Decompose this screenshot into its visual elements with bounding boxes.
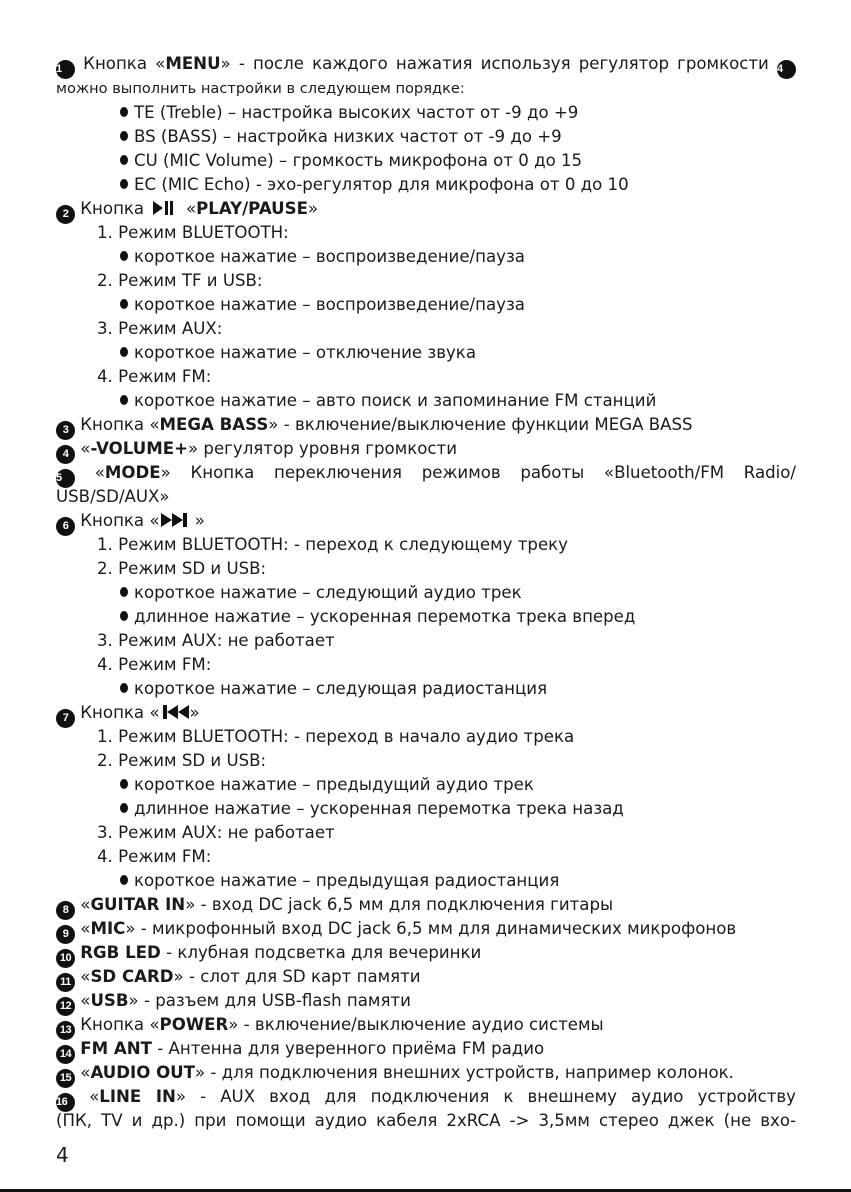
bullet-icon: [120, 251, 128, 261]
button-name: -VOLUME+: [90, 439, 188, 458]
bullet-item: BS (BASS) – настройка низких частот от -9 до +9: [120, 125, 562, 149]
bullet-item: EC (MIC Echo) - эхо-регулятор для микрофона от 0 до 10: [120, 173, 629, 197]
button-name: MEGA BASS: [159, 415, 269, 434]
item-mega-bass: 3 Кнопка «MEGA BASS» - включение/выключение функции MEGA BASS: [56, 413, 693, 437]
bullet-icon: [120, 179, 128, 189]
item-power: 13 Кнопка «POWER» - включение/выключение аудио системы: [56, 1013, 604, 1037]
bullet-item: короткое нажатие – воспроизведение/пауза: [120, 245, 525, 269]
number-badge: 16: [56, 1093, 75, 1112]
bullet-item: короткое нажатие – отключение звука: [120, 341, 476, 365]
button-name: PLAY/PAUSE: [196, 199, 308, 218]
button-name: MENU: [165, 54, 221, 73]
bullet-icon: [120, 107, 128, 117]
number-badge: 11: [56, 973, 75, 992]
number-badge: 13: [56, 1021, 75, 1040]
text-line: можно выполнить настройки в следующем порядке:: [56, 80, 465, 97]
item-play-pause: 2 Кнопка «PLAY/PAUSE»: [56, 197, 318, 221]
bullet-icon: [120, 395, 128, 405]
bullet-item: короткое нажатие – следующая радиостанция: [120, 677, 547, 701]
number-badge: 3: [56, 421, 75, 440]
bullet-icon: [120, 299, 128, 309]
previous-track-icon: [160, 704, 190, 720]
item-volume: 4 «-VOLUME+» регулятор уровня громкости: [56, 437, 457, 461]
item-rgb-led: 10 RGB LED - клубная подсветка для вечеринки: [56, 941, 481, 965]
bullet-item: короткое нажатие – следующий аудио трек: [120, 581, 522, 605]
bullet-icon: [120, 803, 128, 813]
bullet-item: короткое нажатие – предыдущий аудио трек: [120, 773, 534, 797]
button-name: SD CARD: [90, 967, 174, 986]
button-name: GUITAR IN: [90, 895, 186, 914]
button-name: USB: [90, 991, 129, 1010]
button-name: POWER: [159, 1015, 229, 1034]
mode-line: 1. Режим BLUETOOTH: - переход к следующему треку: [97, 535, 569, 554]
item-usb: 12 «USB» - разъем для USB-flash памяти: [56, 989, 411, 1013]
mode-line: 2. Режим TF и USB:: [97, 271, 263, 290]
mode-line: 2. Режим SD и USB:: [97, 751, 267, 770]
bullet-item: короткое нажатие – воспроизведение/пауза: [120, 293, 525, 317]
bullet-icon: [120, 683, 128, 693]
item-guitar-in: 8 «GUITAR IN» - вход DC jack 6,5 мм для подключения гитары: [56, 893, 613, 917]
number-badge: 4: [777, 60, 796, 79]
button-name: RGB LED: [80, 943, 161, 962]
mode-line: 2. Режим SD и USB:: [97, 559, 267, 578]
bullet-icon: [120, 587, 128, 597]
item-fm-ant: 14 FM ANT - Антенна для уверенного приёма FM радио: [56, 1037, 544, 1061]
number-badge: 2: [56, 205, 75, 224]
number-badge: 5: [56, 469, 75, 488]
number-badge: 7: [56, 709, 75, 728]
bullet-icon: [120, 611, 128, 621]
number-badge: 9: [56, 925, 75, 944]
next-track-icon: [160, 512, 190, 528]
button-name: MODE: [104, 463, 161, 482]
mode-line: 1. Режим BLUETOOTH:: [97, 223, 289, 242]
button-name: MIC: [90, 919, 126, 938]
number-badge: 14: [56, 1045, 75, 1064]
button-name: AUDIO OUT: [90, 1063, 195, 1082]
number-badge: 12: [56, 997, 75, 1016]
item-previous: 7 Кнопка « »: [56, 701, 200, 725]
text-line: USB/SD/AUX»: [56, 487, 170, 506]
mode-line: 1. Режим BLUETOOTH: - переход в начало аудио трека: [97, 727, 575, 746]
number-badge: 15: [56, 1069, 75, 1088]
bullet-icon: [120, 131, 128, 141]
bullet-item: длинное нажатие – ускоренная перемотка трека назад: [120, 797, 624, 821]
button-name: FM ANT: [80, 1039, 152, 1058]
item-mode: 5 «MODE» Кнопка переключения режимов работы «Bluetooth/FM Radio/: [56, 461, 796, 485]
item-mic: 9 «MIC» - микрофонный вход DC jack 6,5 мм для динамических микрофонов: [56, 917, 736, 941]
item-audio-out: 15 «AUDIO OUT» - для подключения внешних устройств, например колонок.: [56, 1061, 734, 1085]
mode-line: 3. Режим AUX:: [97, 319, 223, 338]
bullet-icon: [120, 875, 128, 885]
number-badge: 8: [56, 901, 75, 920]
bullet-icon: [120, 347, 128, 357]
mode-line: 3. Режим AUX: не работает: [97, 823, 335, 842]
number-badge: 4: [56, 445, 75, 464]
play-pause-icon: [149, 200, 175, 216]
page-number: 4: [56, 1143, 69, 1167]
item-menu: 1 Кнопка «MENU» - после каждого нажатия используя регулятор громкости 4: [56, 52, 796, 76]
mode-line: 3. Режим AUX: не работает: [97, 631, 335, 650]
mode-line: 4. Режим FM:: [97, 847, 212, 866]
bullet-icon: [120, 155, 128, 165]
bullet-item: TE (Treble) – настройка высоких частот от -9 до +9: [120, 101, 578, 125]
mode-line: 4. Режим FM:: [97, 655, 212, 674]
bullet-item: короткое нажатие – предыдущая радиостанция: [120, 869, 559, 893]
item-sd-card: 11 «SD CARD» - слот для SD карт памяти: [56, 965, 421, 989]
button-name: LINE IN: [99, 1087, 176, 1106]
text-line: (ПК, TV и др.) при помощи аудио кабеля 2xRCA -> 3,5мм стерео джек (не вхо-: [56, 1111, 796, 1130]
number-badge: 6: [56, 517, 75, 536]
bullet-icon: [120, 779, 128, 789]
bullet-item: короткое нажатие – авто поиск и запоминание FM станций: [120, 389, 656, 413]
bullet-item: длинное нажатие – ускоренная перемотка трека вперед: [120, 605, 635, 629]
number-badge: 1: [56, 60, 75, 79]
bullet-item: CU (MIC Volume) – громкость микрофона от 0 до 15: [120, 149, 582, 173]
mode-line: 4. Режим FM:: [97, 367, 212, 386]
item-line-in: 16 «LINE IN» - AUX вход для подключения к внешнему аудио устройству: [56, 1085, 796, 1109]
number-badge: 10: [56, 949, 75, 968]
item-next: 6 Кнопка « »: [56, 509, 205, 533]
